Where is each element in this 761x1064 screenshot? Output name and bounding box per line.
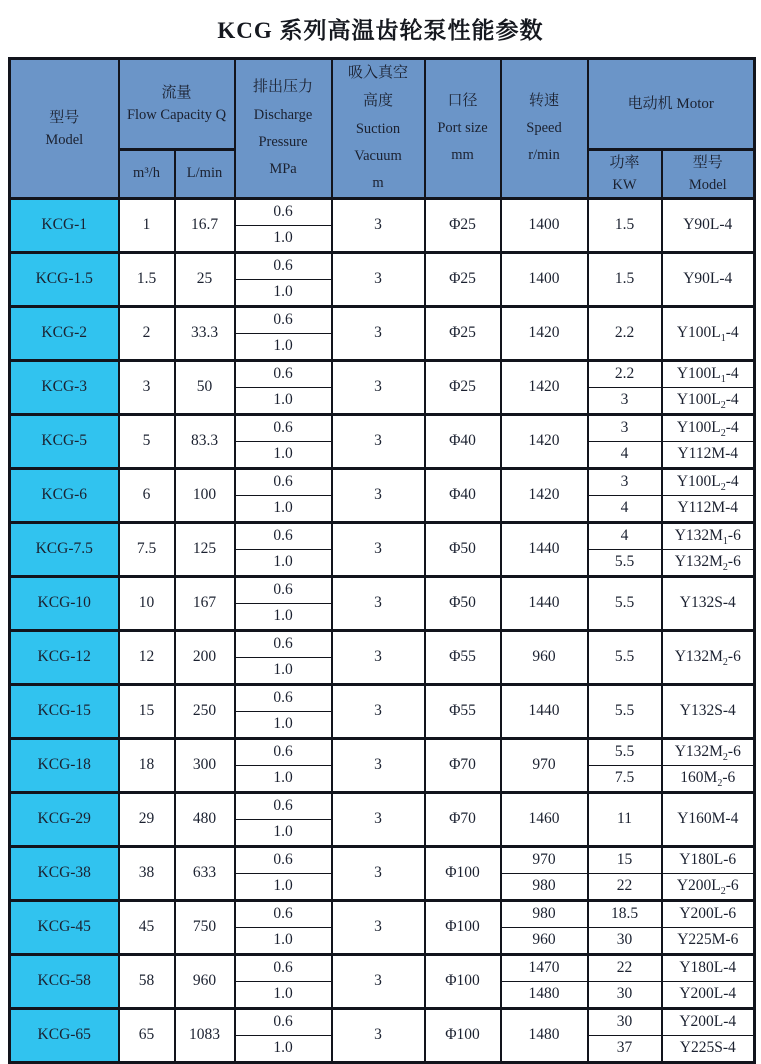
header-speed-en: Speed bbox=[526, 120, 562, 137]
table-body bbox=[10, 198, 755, 1062]
header-flow-zh: 流量 bbox=[161, 85, 192, 102]
cell-flow-lmin: 250 bbox=[175, 684, 235, 738]
cell-motor-kw: 30 bbox=[588, 1008, 662, 1035]
cell-pressure: 1.0 bbox=[235, 873, 332, 900]
cell-flow-lmin: 1083 bbox=[175, 1008, 235, 1062]
header-suction bbox=[332, 59, 425, 199]
cell-motor-model: $Y100L_2-4$ bbox=[662, 387, 755, 414]
cell-motor-model: Y160M-4 bbox=[662, 792, 755, 846]
cell-flow-m3h: 65 bbox=[119, 1008, 175, 1062]
cell-motor-kw: 5.5 bbox=[588, 684, 662, 738]
cell-suction: 3 bbox=[332, 900, 425, 954]
header-motor-zh: 电动机 Motor bbox=[627, 96, 714, 112]
cell-pressure: 0.6 bbox=[235, 198, 332, 225]
cell-motor-model: Y112M-4 bbox=[662, 441, 755, 468]
cell-pressure: 0.6 bbox=[235, 684, 332, 711]
cell-motor-kw: 22 bbox=[588, 954, 662, 981]
cell-pressure: 0.6 bbox=[235, 630, 332, 657]
cell-port: Φ50 bbox=[425, 576, 501, 630]
cell-model: KCG-6 bbox=[10, 468, 119, 522]
cell-flow-lmin: 16.7 bbox=[175, 198, 235, 252]
cell-flow-lmin: 167 bbox=[175, 576, 235, 630]
spec-table bbox=[8, 57, 756, 1064]
header-speed-unit: r/min bbox=[528, 147, 560, 164]
cell-motor-kw: 4 bbox=[588, 495, 662, 522]
cell-speed: 1460 bbox=[501, 792, 588, 846]
cell-motor-kw: 1.5 bbox=[588, 252, 662, 306]
cell-speed: 1420 bbox=[501, 468, 588, 522]
cell-flow-lmin: 25 bbox=[175, 252, 235, 306]
header-pressure-unit: MPa bbox=[269, 160, 297, 177]
cell-motor-model: Y200L-6 bbox=[662, 900, 755, 927]
table-row bbox=[10, 1008, 755, 1035]
cell-flow-m3h: 10 bbox=[119, 576, 175, 630]
cell-motor-model: Y180L-4 bbox=[662, 954, 755, 981]
cell-model: KCG-7.5 bbox=[10, 522, 119, 576]
header-flow-m3h-label: m³/h bbox=[133, 165, 160, 181]
cell-motor-kw: 3 bbox=[588, 468, 662, 495]
cell-motor-kw: 11 bbox=[588, 792, 662, 846]
header-power bbox=[588, 150, 662, 199]
cell-motor-kw: 15 bbox=[588, 846, 662, 873]
cell-flow-lmin: 300 bbox=[175, 738, 235, 792]
cell-flow-lmin: 750 bbox=[175, 900, 235, 954]
cell-flow-lmin: 125 bbox=[175, 522, 235, 576]
cell-motor-model: Y90L-4 bbox=[662, 198, 755, 252]
cell-speed: 980 bbox=[501, 873, 588, 900]
page-title: KCG 系列高温齿轮泵性能参数 bbox=[217, 18, 544, 43]
cell-model: KCG-15 bbox=[10, 684, 119, 738]
header-pressure-en1: Discharge bbox=[253, 107, 313, 124]
cell-flow-lmin: 83.3 bbox=[175, 414, 235, 468]
table-row bbox=[10, 252, 755, 279]
cell-motor-kw: 3 bbox=[588, 387, 662, 414]
cell-pressure: 0.6 bbox=[235, 468, 332, 495]
header-flow-lmin bbox=[175, 150, 235, 199]
cell-motor-kw: 7.5 bbox=[588, 765, 662, 792]
cell-pressure: 1.0 bbox=[235, 387, 332, 414]
header-model-en: Model bbox=[45, 131, 84, 148]
cell-model: KCG-65 bbox=[10, 1008, 119, 1062]
cell-speed: 1440 bbox=[501, 522, 588, 576]
cell-flow-m3h: 1.5 bbox=[119, 252, 175, 306]
table-row bbox=[10, 684, 755, 711]
cell-motor-kw: 1.5 bbox=[588, 198, 662, 252]
table-row bbox=[10, 792, 755, 819]
cell-flow-lmin: 33.3 bbox=[175, 306, 235, 360]
header-power-zh: 功率 bbox=[609, 155, 640, 171]
header-speed bbox=[501, 59, 588, 199]
cell-model: KCG-58 bbox=[10, 954, 119, 1008]
cell-speed: 1480 bbox=[501, 1008, 588, 1062]
header-port-unit: mm bbox=[451, 147, 474, 164]
cell-pressure: 1.0 bbox=[235, 927, 332, 954]
cell-pressure: 1.0 bbox=[235, 333, 332, 360]
cell-flow-m3h: 45 bbox=[119, 900, 175, 954]
cell-motor-kw: 5.5 bbox=[588, 576, 662, 630]
cell-speed: 960 bbox=[501, 630, 588, 684]
cell-speed: 1420 bbox=[501, 306, 588, 360]
cell-motor-model: $Y132M_2-6$ bbox=[662, 549, 755, 576]
cell-motor-kw: 37 bbox=[588, 1035, 662, 1062]
cell-flow-m3h: 2 bbox=[119, 306, 175, 360]
cell-flow-m3h: 58 bbox=[119, 954, 175, 1008]
header-suction-en: Suction Vacuum bbox=[354, 120, 402, 164]
table-row bbox=[10, 576, 755, 603]
cell-pressure: 0.6 bbox=[235, 306, 332, 333]
cell-flow-lmin: 200 bbox=[175, 630, 235, 684]
cell-pressure: 0.6 bbox=[235, 522, 332, 549]
cell-pressure: 1.0 bbox=[235, 711, 332, 738]
table-row bbox=[10, 360, 755, 387]
cell-port: Φ25 bbox=[425, 360, 501, 414]
cell-pressure: 0.6 bbox=[235, 738, 332, 765]
cell-motor-kw: 30 bbox=[588, 927, 662, 954]
cell-speed: 980 bbox=[501, 900, 588, 927]
cell-port: Φ25 bbox=[425, 198, 501, 252]
cell-model: KCG-18 bbox=[10, 738, 119, 792]
cell-port: Φ40 bbox=[425, 468, 501, 522]
cell-motor-kw: 4 bbox=[588, 522, 662, 549]
cell-pressure: 1.0 bbox=[235, 441, 332, 468]
cell-pressure: 1.0 bbox=[235, 819, 332, 846]
table-row bbox=[10, 306, 755, 333]
table-row bbox=[10, 630, 755, 657]
cell-pressure: 1.0 bbox=[235, 765, 332, 792]
header-suction-zh2: 高度 bbox=[363, 93, 394, 110]
cell-port: Φ100 bbox=[425, 846, 501, 900]
cell-suction: 3 bbox=[332, 414, 425, 468]
table-row bbox=[10, 846, 755, 873]
cell-speed: 970 bbox=[501, 846, 588, 873]
cell-motor-model: $Y100L_2-4$ bbox=[662, 468, 755, 495]
cell-port: Φ100 bbox=[425, 1008, 501, 1062]
cell-motor-model: Y112M-4 bbox=[662, 495, 755, 522]
cell-suction: 3 bbox=[332, 630, 425, 684]
table-row bbox=[10, 954, 755, 981]
cell-speed: 1400 bbox=[501, 198, 588, 252]
table-row bbox=[10, 900, 755, 927]
cell-motor-kw: 22 bbox=[588, 873, 662, 900]
header-suction-unit: m bbox=[372, 174, 384, 191]
cell-speed: 1470 bbox=[501, 954, 588, 981]
header-port-zh: 口径 bbox=[447, 92, 478, 109]
cell-motor-kw: 5.5 bbox=[588, 738, 662, 765]
cell-flow-m3h: 5 bbox=[119, 414, 175, 468]
cell-motor-model: Y200L-4 bbox=[662, 1008, 755, 1035]
cell-port: Φ25 bbox=[425, 306, 501, 360]
cell-port: Φ40 bbox=[425, 414, 501, 468]
cell-flow-m3h: 1 bbox=[119, 198, 175, 252]
cell-suction: 3 bbox=[332, 252, 425, 306]
cell-speed: 1420 bbox=[501, 414, 588, 468]
cell-speed: 1440 bbox=[501, 576, 588, 630]
cell-suction: 3 bbox=[332, 306, 425, 360]
table-row bbox=[10, 522, 755, 549]
table-row bbox=[10, 414, 755, 441]
cell-model: KCG-1 bbox=[10, 198, 119, 252]
cell-port: Φ55 bbox=[425, 630, 501, 684]
cell-port: Φ50 bbox=[425, 522, 501, 576]
cell-speed: 1440 bbox=[501, 684, 588, 738]
cell-model: KCG-3 bbox=[10, 360, 119, 414]
cell-model: KCG-45 bbox=[10, 900, 119, 954]
cell-pressure: 1.0 bbox=[235, 279, 332, 306]
cell-flow-m3h: 38 bbox=[119, 846, 175, 900]
cell-speed: 1480 bbox=[501, 981, 588, 1008]
cell-motor-model: Y90L-4 bbox=[662, 252, 755, 306]
cell-motor-kw: 30 bbox=[588, 981, 662, 1008]
cell-motor-model: Y225S-4 bbox=[662, 1035, 755, 1062]
cell-motor-kw: 2.2 bbox=[588, 306, 662, 360]
cell-motor-model: Y132S-4 bbox=[662, 684, 755, 738]
cell-flow-lmin: 480 bbox=[175, 792, 235, 846]
cell-pressure: 1.0 bbox=[235, 549, 332, 576]
cell-motor-model: Y180L-6 bbox=[662, 846, 755, 873]
header-motor-model-zh: 型号 bbox=[692, 155, 723, 171]
cell-port: Φ100 bbox=[425, 954, 501, 1008]
header-flow-m3h bbox=[119, 150, 175, 199]
header-motor-model bbox=[662, 150, 755, 199]
header-flow bbox=[119, 59, 235, 150]
cell-pressure: 1.0 bbox=[235, 981, 332, 1008]
cell-flow-lmin: 633 bbox=[175, 846, 235, 900]
header-pressure bbox=[235, 59, 332, 199]
cell-pressure: 0.6 bbox=[235, 954, 332, 981]
cell-model: KCG-29 bbox=[10, 792, 119, 846]
table-row bbox=[10, 468, 755, 495]
cell-model: KCG-12 bbox=[10, 630, 119, 684]
cell-motor-model: $Y100L_2-4$ bbox=[662, 414, 755, 441]
cell-motor-kw: 5.5 bbox=[588, 630, 662, 684]
header-pressure-en2: Pressure bbox=[258, 133, 308, 150]
cell-pressure: 0.6 bbox=[235, 576, 332, 603]
cell-flow-m3h: 29 bbox=[119, 792, 175, 846]
cell-motor-model: $Y132M_2-6$ bbox=[662, 630, 755, 684]
cell-model: KCG-5 bbox=[10, 414, 119, 468]
cell-pressure: 0.6 bbox=[235, 846, 332, 873]
cell-motor-kw: 3 bbox=[588, 414, 662, 441]
cell-suction: 3 bbox=[332, 468, 425, 522]
cell-motor-model: $Y132M_2-6$ bbox=[662, 738, 755, 765]
cell-speed: 960 bbox=[501, 927, 588, 954]
cell-suction: 3 bbox=[332, 360, 425, 414]
cell-suction: 3 bbox=[332, 954, 425, 1008]
header-power-unit: KW bbox=[612, 177, 637, 193]
cell-pressure: 0.6 bbox=[235, 360, 332, 387]
cell-model: KCG-2 bbox=[10, 306, 119, 360]
header-flow-lmin-label: L/min bbox=[186, 165, 223, 181]
cell-port: Φ70 bbox=[425, 792, 501, 846]
cell-flow-m3h: 12 bbox=[119, 630, 175, 684]
cell-suction: 3 bbox=[332, 684, 425, 738]
cell-flow-m3h: 6 bbox=[119, 468, 175, 522]
cell-flow-lmin: 960 bbox=[175, 954, 235, 1008]
table-header bbox=[10, 59, 755, 199]
cell-pressure: 1.0 bbox=[235, 495, 332, 522]
cell-motor-model: Y132S-4 bbox=[662, 576, 755, 630]
cell-suction: 3 bbox=[332, 1008, 425, 1062]
cell-flow-lmin: 100 bbox=[175, 468, 235, 522]
cell-motor-model: Y225M-6 bbox=[662, 927, 755, 954]
cell-pressure: 0.6 bbox=[235, 792, 332, 819]
header-port-en: Port size bbox=[437, 120, 488, 137]
table-row bbox=[10, 198, 755, 225]
cell-port: Φ25 bbox=[425, 252, 501, 306]
header-motor-model-en: Model bbox=[688, 177, 727, 193]
header-suction-zh1: 吸入真空 bbox=[348, 65, 409, 82]
cell-speed: 970 bbox=[501, 738, 588, 792]
cell-pressure: 0.6 bbox=[235, 252, 332, 279]
cell-flow-m3h: 18 bbox=[119, 738, 175, 792]
cell-pressure: 1.0 bbox=[235, 657, 332, 684]
cell-pressure: 1.0 bbox=[235, 225, 332, 252]
cell-pressure: 0.6 bbox=[235, 1008, 332, 1035]
cell-speed: 1420 bbox=[501, 360, 588, 414]
cell-pressure: 1.0 bbox=[235, 1035, 332, 1062]
cell-suction: 3 bbox=[332, 576, 425, 630]
header-model-zh: 型号 bbox=[49, 109, 80, 126]
cell-flow-lmin: 50 bbox=[175, 360, 235, 414]
cell-motor-model: $Y100L_1-4$ bbox=[662, 360, 755, 387]
cell-suction: 3 bbox=[332, 792, 425, 846]
cell-suction: 3 bbox=[332, 198, 425, 252]
header-motor bbox=[588, 59, 755, 150]
cell-motor-model: $Y200L_2-6$ bbox=[662, 873, 755, 900]
header-pressure-zh: 排出压力 bbox=[253, 79, 314, 96]
cell-port: Φ70 bbox=[425, 738, 501, 792]
header-speed-zh: 转速 bbox=[529, 92, 560, 109]
table-row bbox=[10, 738, 755, 765]
header-flow-en: Flow Capacity Q bbox=[126, 107, 227, 124]
cell-suction: 3 bbox=[332, 738, 425, 792]
cell-suction: 3 bbox=[332, 522, 425, 576]
header-port bbox=[425, 59, 501, 199]
cell-motor-model: Y200L-4 bbox=[662, 981, 755, 1008]
cell-port: Φ55 bbox=[425, 684, 501, 738]
cell-speed: 1400 bbox=[501, 252, 588, 306]
cell-suction: 3 bbox=[332, 846, 425, 900]
cell-motor-model: $160M_2-6$ bbox=[662, 765, 755, 792]
cell-pressure: 0.6 bbox=[235, 900, 332, 927]
cell-motor-model: $Y132M_1-6$ bbox=[662, 522, 755, 549]
cell-pressure: 1.0 bbox=[235, 603, 332, 630]
cell-port: Φ100 bbox=[425, 900, 501, 954]
cell-motor-model: $Y100L_1-4$ bbox=[662, 306, 755, 360]
cell-motor-kw: 5.5 bbox=[588, 549, 662, 576]
cell-model: KCG-1.5 bbox=[10, 252, 119, 306]
cell-pressure: 0.6 bbox=[235, 414, 332, 441]
cell-model: KCG-38 bbox=[10, 846, 119, 900]
cell-flow-m3h: 7.5 bbox=[119, 522, 175, 576]
cell-flow-m3h: 3 bbox=[119, 360, 175, 414]
header-model bbox=[10, 59, 119, 199]
cell-motor-kw: 18.5 bbox=[588, 900, 662, 927]
cell-motor-kw: 4 bbox=[588, 441, 662, 468]
cell-flow-m3h: 15 bbox=[119, 684, 175, 738]
cell-model: KCG-10 bbox=[10, 576, 119, 630]
cell-motor-kw: 2.2 bbox=[588, 360, 662, 387]
